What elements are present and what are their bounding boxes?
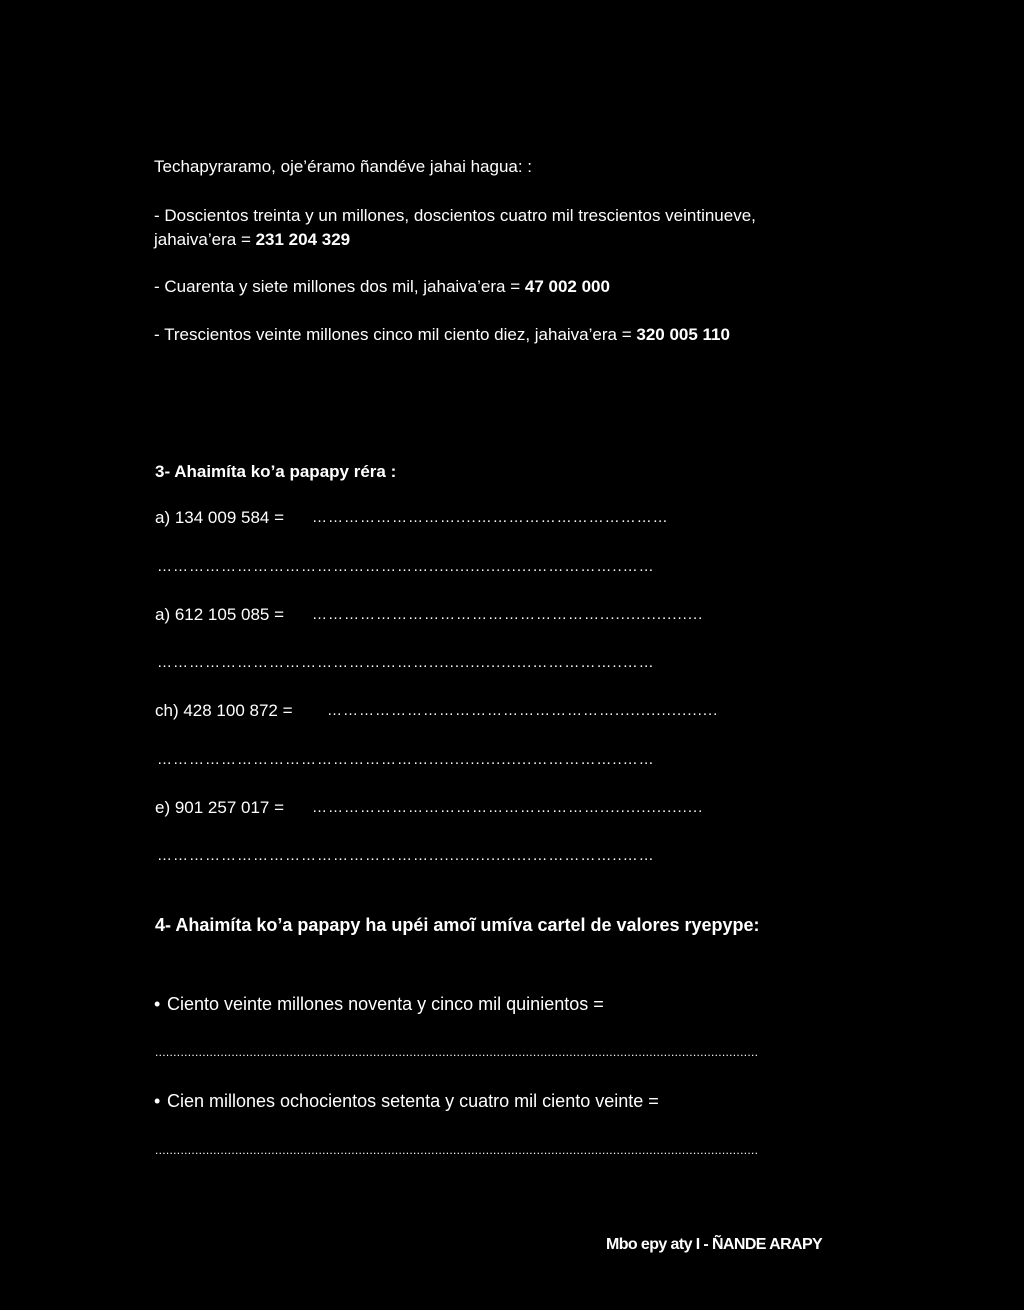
exercise-3-item-a2-label: a) 612 105 085 = xyxy=(155,605,285,624)
exercise-3-item-e-label: e) 901 257 017 = xyxy=(155,798,285,817)
example-1-line-2 xyxy=(154,230,350,250)
exercise-4-item-1-text: Ciento veinte millones noventa y cinco mil quinientos = xyxy=(167,994,604,1014)
example-2-number: 47 002 000 xyxy=(524,277,610,296)
exercise-3-item-e-answer-line-1[interactable]: ……………………………………………….................... xyxy=(312,799,704,816)
example-2-prefix: - Cuarenta y siete millones dos mil, jahaiva’era = xyxy=(154,277,525,296)
exercise-3-item-e-answer-line-2[interactable]: ……………………………………………....................……………..…… xyxy=(157,847,655,864)
example-3-number: 320 005 110 xyxy=(636,325,730,344)
example-3 xyxy=(154,325,730,345)
example-2 xyxy=(154,277,610,297)
exercise-3-item-ch-answer-line-1[interactable]: ……………………………………………….................... xyxy=(327,702,719,719)
exercise-3-item-a-answer-line-2[interactable]: ……………………………………………....................……………..…… xyxy=(157,558,655,575)
example-1-number: 231 204 329 xyxy=(255,230,351,249)
footer-book-title: Mbo epy aty I - ÑANDE ARAPY xyxy=(606,1236,823,1253)
exercise-3-item-a2-answer-line-1[interactable]: ……………………………………………….................... xyxy=(312,606,704,623)
exercise-3-item-a2-answer-line-2[interactable]: ……………………………………………....................……………..…… xyxy=(157,654,655,671)
exercise-3-title: 3- Ahaimíta ko’a papapy réra : xyxy=(155,462,397,481)
exercise-3-item-ch-answer-line-2[interactable]: ……………………………………………....................……………..…… xyxy=(157,751,655,768)
example-1-prefix: jahaiva’era = xyxy=(154,230,256,249)
example-1-line-1: - Doscientos treinta y un millones, doscientos cuatro mil trescientos veintinueve, xyxy=(154,206,756,225)
exercise-3-item-ch-label: ch) 428 100 872 = xyxy=(155,701,293,720)
bullet-icon: • xyxy=(154,1091,161,1111)
exercise-3-item-a-answer-line-1[interactable]: ………………………....……………………………… xyxy=(312,509,669,526)
exercise-4-item-2-answer[interactable]: ...................................................................................................................................................................... xyxy=(155,1143,759,1157)
exercise-4-item-1-answer[interactable]: ...................................................................................................................................................................... xyxy=(155,1045,759,1059)
example-3-prefix: - Trescientos veinte millones cinco mil ciento diez, jahaiva’era = xyxy=(154,325,637,344)
intro-heading: Techapyraramo, oje’éramo ñandéve jahai hagua: : xyxy=(154,157,533,176)
exercise-3-item-a-label: a) 134 009 584 = xyxy=(155,508,285,527)
exercise-4-item-2-text: Cien millones ochocientos setenta y cuatro mil ciento veinte = xyxy=(167,1091,659,1111)
exercise-4-title: 4- Ahaimíta ko’a papapy ha upéi amoĩ umíva cartel de valores ryepype: xyxy=(155,915,760,935)
bullet-icon: • xyxy=(154,994,161,1014)
